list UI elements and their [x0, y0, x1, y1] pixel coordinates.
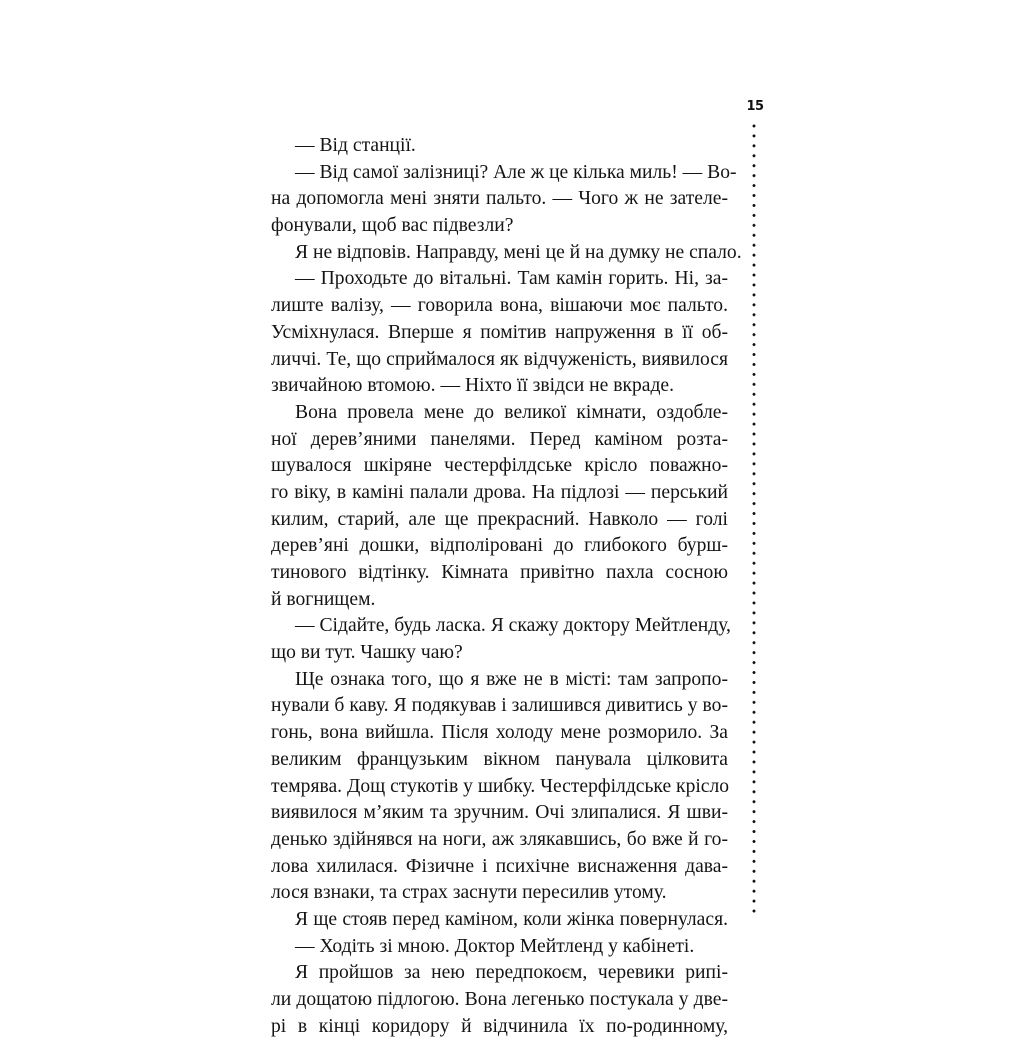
- page-number: 15: [746, 99, 764, 114]
- text-line: великим французьким вікном панувала цілковита: [271, 748, 728, 770]
- text-line: личчі. Те, що сприймалося як відчуженість, виявилося: [271, 348, 728, 370]
- text-line: виявилося м’яким та зручним. Очі злипалися. Я шви-: [271, 802, 728, 824]
- text-line: Вона провела мене до великої кімнати, оздобле-: [295, 401, 728, 423]
- text-line: денько здійнявся на ноги, аж злякавшись, бо вже й го-: [271, 828, 728, 850]
- text-line: лося взнаки, та страх заснути пересилив утому.: [271, 882, 667, 904]
- text-line: Я не відповів. Направду, мені це й на думку не спало.: [295, 241, 742, 263]
- text-line: Усміхнулася. Вперше я помітив напруження в її об-: [271, 321, 728, 343]
- text-line: — Від самої залізниці? Але ж це кілька миль! — Во-: [295, 161, 737, 183]
- text-line: — Ходіть зі мною. Доктор Мейтленд у кабінеті.: [295, 935, 695, 957]
- text-line: — Від станції.: [295, 135, 416, 156]
- text-line: гонь, вона вийшла. Після холоду мене розморило. За: [271, 722, 728, 744]
- text-line: килим, старий, але ще прекрасний. Навколо — голі: [271, 508, 728, 530]
- text-line: ли дощатою підлогою. Вона легенько постукала у две-: [271, 989, 728, 1010]
- text-line: — Проходьте до вітальні. Там камін горить. Ні, за-: [295, 268, 728, 290]
- text-line: Я пройшов за нею передпокоєм, черевики рипі-: [295, 962, 728, 984]
- text-line: фонували, щоб вас підвезли?: [271, 215, 514, 237]
- text-line: рі в кінці коридору й відчинила їх по-родинному,: [271, 1015, 728, 1037]
- text-line: нували б каву. Я подякував і залишився дивитись у во-: [271, 695, 728, 717]
- text-line: темрява. Дощ стукотів у шибку. Честерфілдське крісло: [271, 775, 730, 797]
- text-line: Ще ознака того, що я вже не в місті: там запропо-: [295, 668, 728, 690]
- text-line: — Сідайте, будь ласка. Я скажу доктору Мейтленду,: [295, 615, 731, 637]
- text-line: шувалося шкіряне честерфілдське крісло поважно-: [271, 455, 728, 477]
- body-text: [271, 133, 742, 1040]
- text-line: лиште валізу, — говорила вона, вішаючи моє пальто.: [271, 295, 728, 317]
- text-line: звичайною втомою. — Ніхто її звідси не вкраде.: [271, 375, 675, 397]
- text-line: го віку, в каміні палали дрова. На підлозі — перський: [271, 481, 728, 503]
- text-line: на допомогла мені зняти пальто. — Чого ж не зателе-: [271, 188, 728, 210]
- text-line: й вогнищем.: [271, 588, 376, 610]
- text-line: Я ще стояв перед каміном, коли жінка повернулася.: [295, 908, 728, 930]
- text-line: що ви тут. Чашку чаю?: [271, 642, 463, 664]
- text-line: тинового відтінку. Кімната привітно пахла сосною: [271, 562, 728, 583]
- text-line: лова хилилася. Фізичне і психічне виснаження дава-: [271, 855, 728, 877]
- text-line: дерев’яні дошки, відполіровані до глибокого бурш-: [271, 535, 728, 557]
- text-line: ної дерев’яними панелями. Перед каміном розта-: [271, 428, 728, 450]
- dotted-margin-rule: [752, 121, 756, 917]
